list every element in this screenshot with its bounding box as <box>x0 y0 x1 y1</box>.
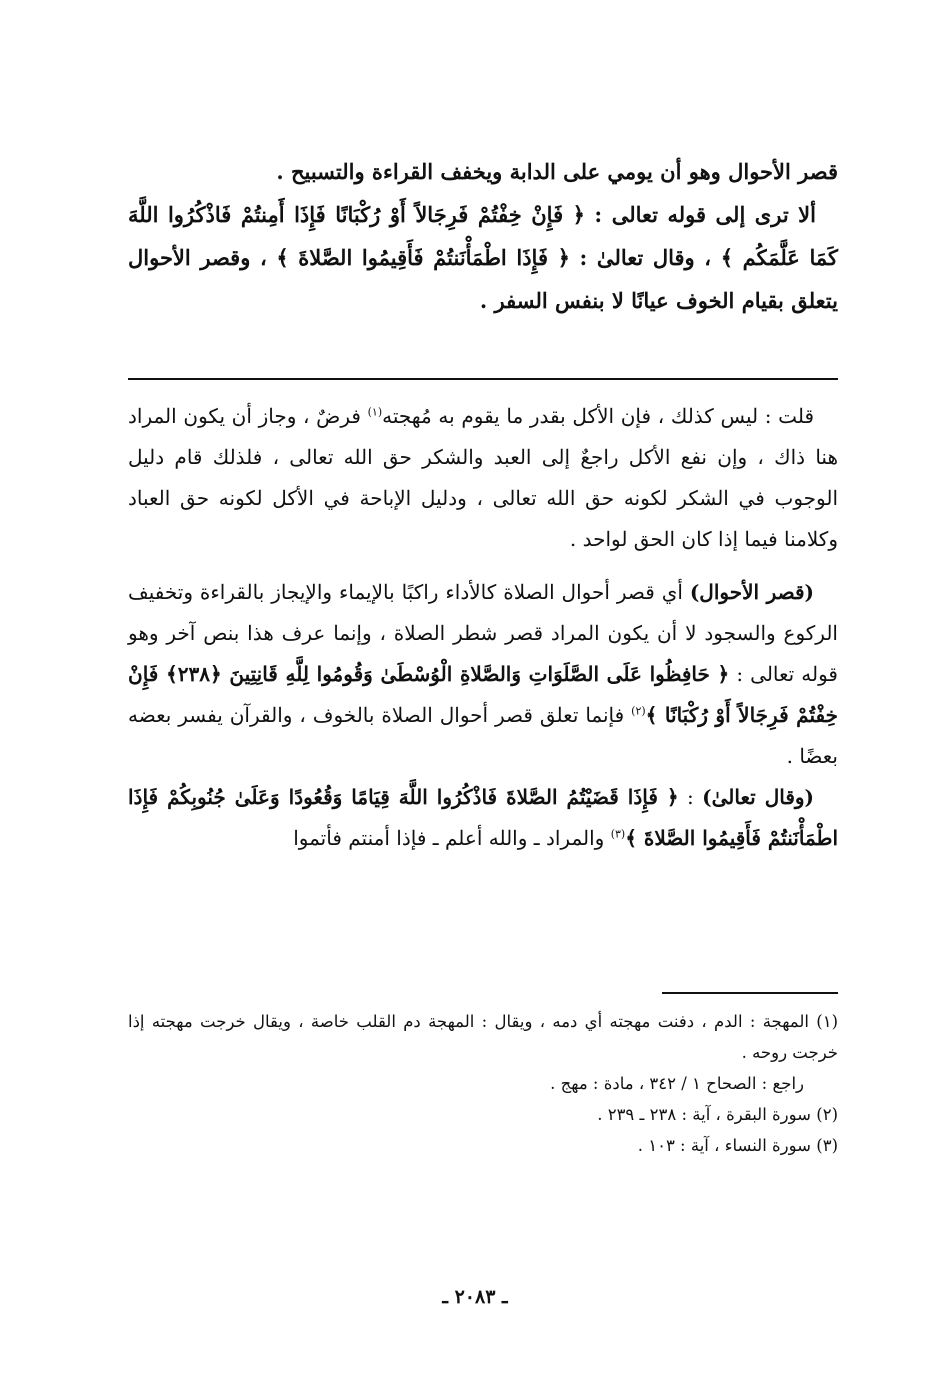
main-text-paragraph: ألا ترى إلى قوله تعالى : ﴿ فَإِنْ خِفْتُمْ فَرِجَالاً أَوْ رُكْبَانًا فَإِذَا أَمِنتُمْ فَاذْكُرُوا اللَّهَ كَمَا عَلَّمَكُم ﴾ ، وقال تعالىٰ : ﴿ فَإِذَا اطْمَأْنَنتُمْ فَأَقِيمُوا الصَّلاةَ ﴾ ، وقصر الأحوال يتعلق بقيام الخوف عيانًا لا بنفس السفر . <box>128 202 838 313</box>
quran-quote: ﴿ فَإِذَا قَضَيْتُمُ الصَّلاةَ فَاذْكُرُوا اللَّهَ قِيَامًا وَقُعُودًا وَعَلَىٰ جُنُوبِكُمْ فَإِذَا اطْمَأْنَنتُمْ فَأَقِيمُوا الصَّلاةَ ﴾ <box>128 785 838 850</box>
commentary-text: أي قصر أحوال الصلاة كالأداء راكبًا بالإيماء والإيجاز بالقراءة وتخفيف الركوع والسجود لا أن يكون المراد قصر شطر الصلاة ، وإنما عرف هذا بنص آخر وهو قوله تعالى : <box>128 580 838 686</box>
lemma: (وقال تعالىٰ) <box>702 785 815 809</box>
footnote-2: (٢) سورة البقرة ، آية : ٢٣٨ ـ ٢٣٩ . <box>597 1105 838 1124</box>
commentary-text: فإنما تعلق قصر أحوال الصلاة بالخوف ، والقرآن يفسر بعضه بعضًا . <box>128 703 838 768</box>
commentary-text: والمراد ـ والله أعلم ـ فإذا أمنتم فأتموا <box>293 826 611 850</box>
footnote-1: (١) المهجة : الدم ، دفنت مهجته أي دمه ، ويقال : المهجة دم القلب خاصة ، ويقال خرجت مهجته إذا خرجت روحه . <box>128 1012 838 1062</box>
commentary-text: فرضٌ ، وجاز أن يكون المراد هنا ذاك ، وإن نفع الأكل راجعٌ إلى العبد والشكر حق الله تعالى ، فلذلك قام دليل الوجوب في الشكر لكونه حق الله تعالى ، ودليل الإباحة في الأكل لكونه حق العباد وكلامنا فيما إذا كان الحق لواحد . <box>128 404 838 551</box>
main-text-divider <box>128 378 838 380</box>
commentary-text: قلت : ليس كذلك ، فإن الأكل بقدر ما يقوم به مُهجته <box>382 404 814 428</box>
footnote-ref-3[interactable]: (٣) <box>610 827 626 841</box>
commentary-paragraph-2 <box>128 572 838 777</box>
quran-quote: ﴿ حَافِظُوا عَلَى الصَّلَوَاتِ وَالصَّلاةِ الْوُسْطَىٰ وَقُومُوا لِلَّهِ قَانِتِينَ ﴿٢٣٨﴾ فَإِنْ خِفْتُمْ فَرِجَالاً أَوْ رُكْبَانًا ﴾ <box>128 662 838 727</box>
footnote-3: (٣) سورة النساء ، آية : ١٠٣ . <box>637 1136 838 1155</box>
commentary-paragraph-3 <box>128 777 838 859</box>
page-number: ـ ٢٠٨٣ ـ <box>442 1286 508 1308</box>
commentary-paragraph-1 <box>128 396 838 560</box>
main-text <box>128 150 838 322</box>
footnote-ref-1[interactable]: (١) <box>367 405 383 419</box>
commentary-text: : <box>678 785 703 809</box>
commentary <box>128 396 838 859</box>
main-text-line: قصر الأحوال وهو أن يومي على الدابة ويخفف القراءة والتسبيح . <box>276 159 838 184</box>
footnotes-divider <box>662 992 838 994</box>
footnote-ref-2[interactable]: (٢) <box>631 704 646 718</box>
footnote-1-reference: راجع : الصحاح ١ / ٣٤٢ ، مادة : مهج . <box>550 1074 804 1093</box>
lemma: (قصر الأحوال) <box>689 580 814 604</box>
footnotes <box>128 1006 838 1161</box>
